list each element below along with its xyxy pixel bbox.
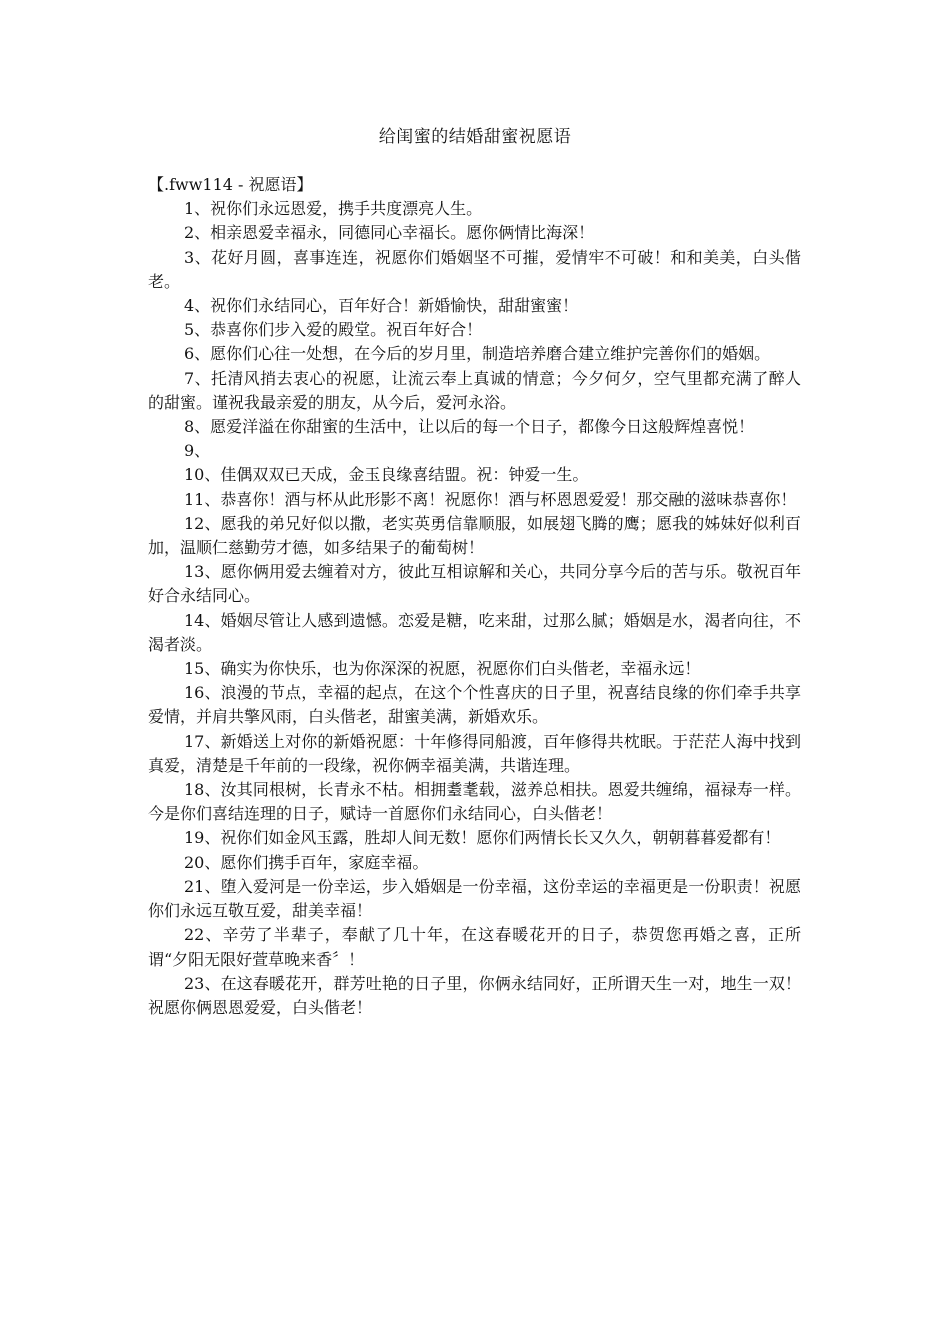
paragraph-10: 10、佳偶双双已天成，金玉良缘喜结盟。祝：钟爱一生。 bbox=[184, 465, 589, 485]
paragraph-18: 18、汝其同根树，长青永不枯。相拥耋耄载，滋养总相扶。恩爱共缠绵，福禄寿一样。今是你们喜结连理的日子，赋诗一首愿你们永结同心，白头偕老！ bbox=[148, 780, 801, 824]
paragraph-4: 4、祝你们永结同心，百年好合！新婚愉快，甜甜蜜蜜！ bbox=[184, 296, 579, 316]
paragraph-5: 5、恭喜你们步入爱的殿堂。祝百年好合！ bbox=[184, 320, 483, 340]
document-title: 给闺蜜的结婚甜蜜祝愿语 bbox=[378, 127, 572, 147]
paragraph-6: 6、愿你们心往一处想，在今后的岁月里，制造培养磨合建立维护完善你们的婚姻。 bbox=[184, 344, 771, 364]
paragraph-19: 19、祝你们如金风玉露，胜却人间无数！愿你们两情长长又久久，朝朝暮暮爱都有！ bbox=[184, 828, 781, 848]
paragraph-1: 1、祝你们永远恩爱，携手共度漂亮人生。 bbox=[184, 199, 483, 219]
paragraph-3: 3、花好月圆，喜事连连，祝愿你们婚姻坚不可摧，爱情牢不可破！和和美美，白头偕老。 bbox=[148, 247, 801, 291]
paragraph-9: 9、 bbox=[184, 441, 211, 461]
paragraph-17: 17、新婚送上对你的新婚祝愿：十年修得同船渡，百年修得共枕眠。于茫茫人海中找到真爱，清楚是千年前的一段缘，祝你俩幸福美满，共谐连理。 bbox=[148, 731, 801, 775]
paragraph-13: 13、愿你俩用爱去缠着对方，彼此互相谅解和关心，共同分享今后的苦与乐。敬祝百年好合永结同心。 bbox=[148, 562, 801, 606]
paragraph-2: 2、相亲恩爱幸福永，同德同心幸福长。愿你俩情比海深！ bbox=[184, 223, 595, 243]
paragraph-8: 8、愿爱洋溢在你甜蜜的生活中，让以后的每一个日子，都像今日这般辉煌喜悦！ bbox=[184, 417, 755, 437]
paragraph-22: 22、辛劳了半辈子，奉献了几十年，在这春暖花开的日子，恭贺您再婚之喜，正所谓“夕阳无限好萱草晚来香〞！ bbox=[148, 925, 801, 969]
paragraph-15: 15、确实为你快乐，也为你深深的祝愿，祝愿你们白头偕老，幸福永远！ bbox=[184, 659, 701, 679]
paragraph-16: 16、浪漫的节点，幸福的起点，在这个个性喜庆的日子里，祝喜结良缘的你们牵手共享爱情，并肩共擎风雨，白头偕老，甜蜜美满，新婚欢乐。 bbox=[148, 683, 801, 727]
paragraph-12: 12、愿我的弟兄好似以撒，老实英勇信靠顺服，如展翅飞腾的鹰；愿我的姊妹好似利百加，温顺仁慈勤劳才德，如多结果子的葡萄树！ bbox=[148, 513, 801, 558]
paragraph-20: 20、愿你们携手百年，家庭幸福。 bbox=[184, 852, 429, 872]
paragraph-list bbox=[148, 197, 801, 1020]
source-tag: 【.fww114 - 祝愿语】 bbox=[148, 175, 313, 194]
paragraph-14: 14、婚姻尽管让人感到遗憾。恋爱是糖，吃来甜，过那么腻；婚姻是水，渴者向往，不渴者淡。 bbox=[148, 610, 801, 654]
paragraph-21: 21、堕入爱河是一份幸运，步入婚姻是一份幸福，这份幸运的幸福更是一份职责！祝愿你们永远互敬互爱，甜美幸福！ bbox=[148, 876, 801, 921]
document-body bbox=[148, 173, 801, 1020]
paragraph-11: 11、恭喜你！酒与杯从此形影不离！祝愿你！酒与杯恩恩爱爱！那交融的滋味恭喜你！ bbox=[184, 489, 797, 509]
paragraph-23: 23、在这春暖花开，群芳吐艳的日子里，你俩永结同好，正所谓天生一对，地生一双！祝愿你俩恩恩爱爱，白头偕老！ bbox=[148, 973, 801, 1017]
paragraph-7: 7、托清风捎去衷心的祝愿，让流云奉上真诚的情意；今夕何夕，空气里都充满了醉人的甜蜜。谨祝我最亲爱的朋友，从今后，爱河永浴。 bbox=[148, 368, 801, 412]
